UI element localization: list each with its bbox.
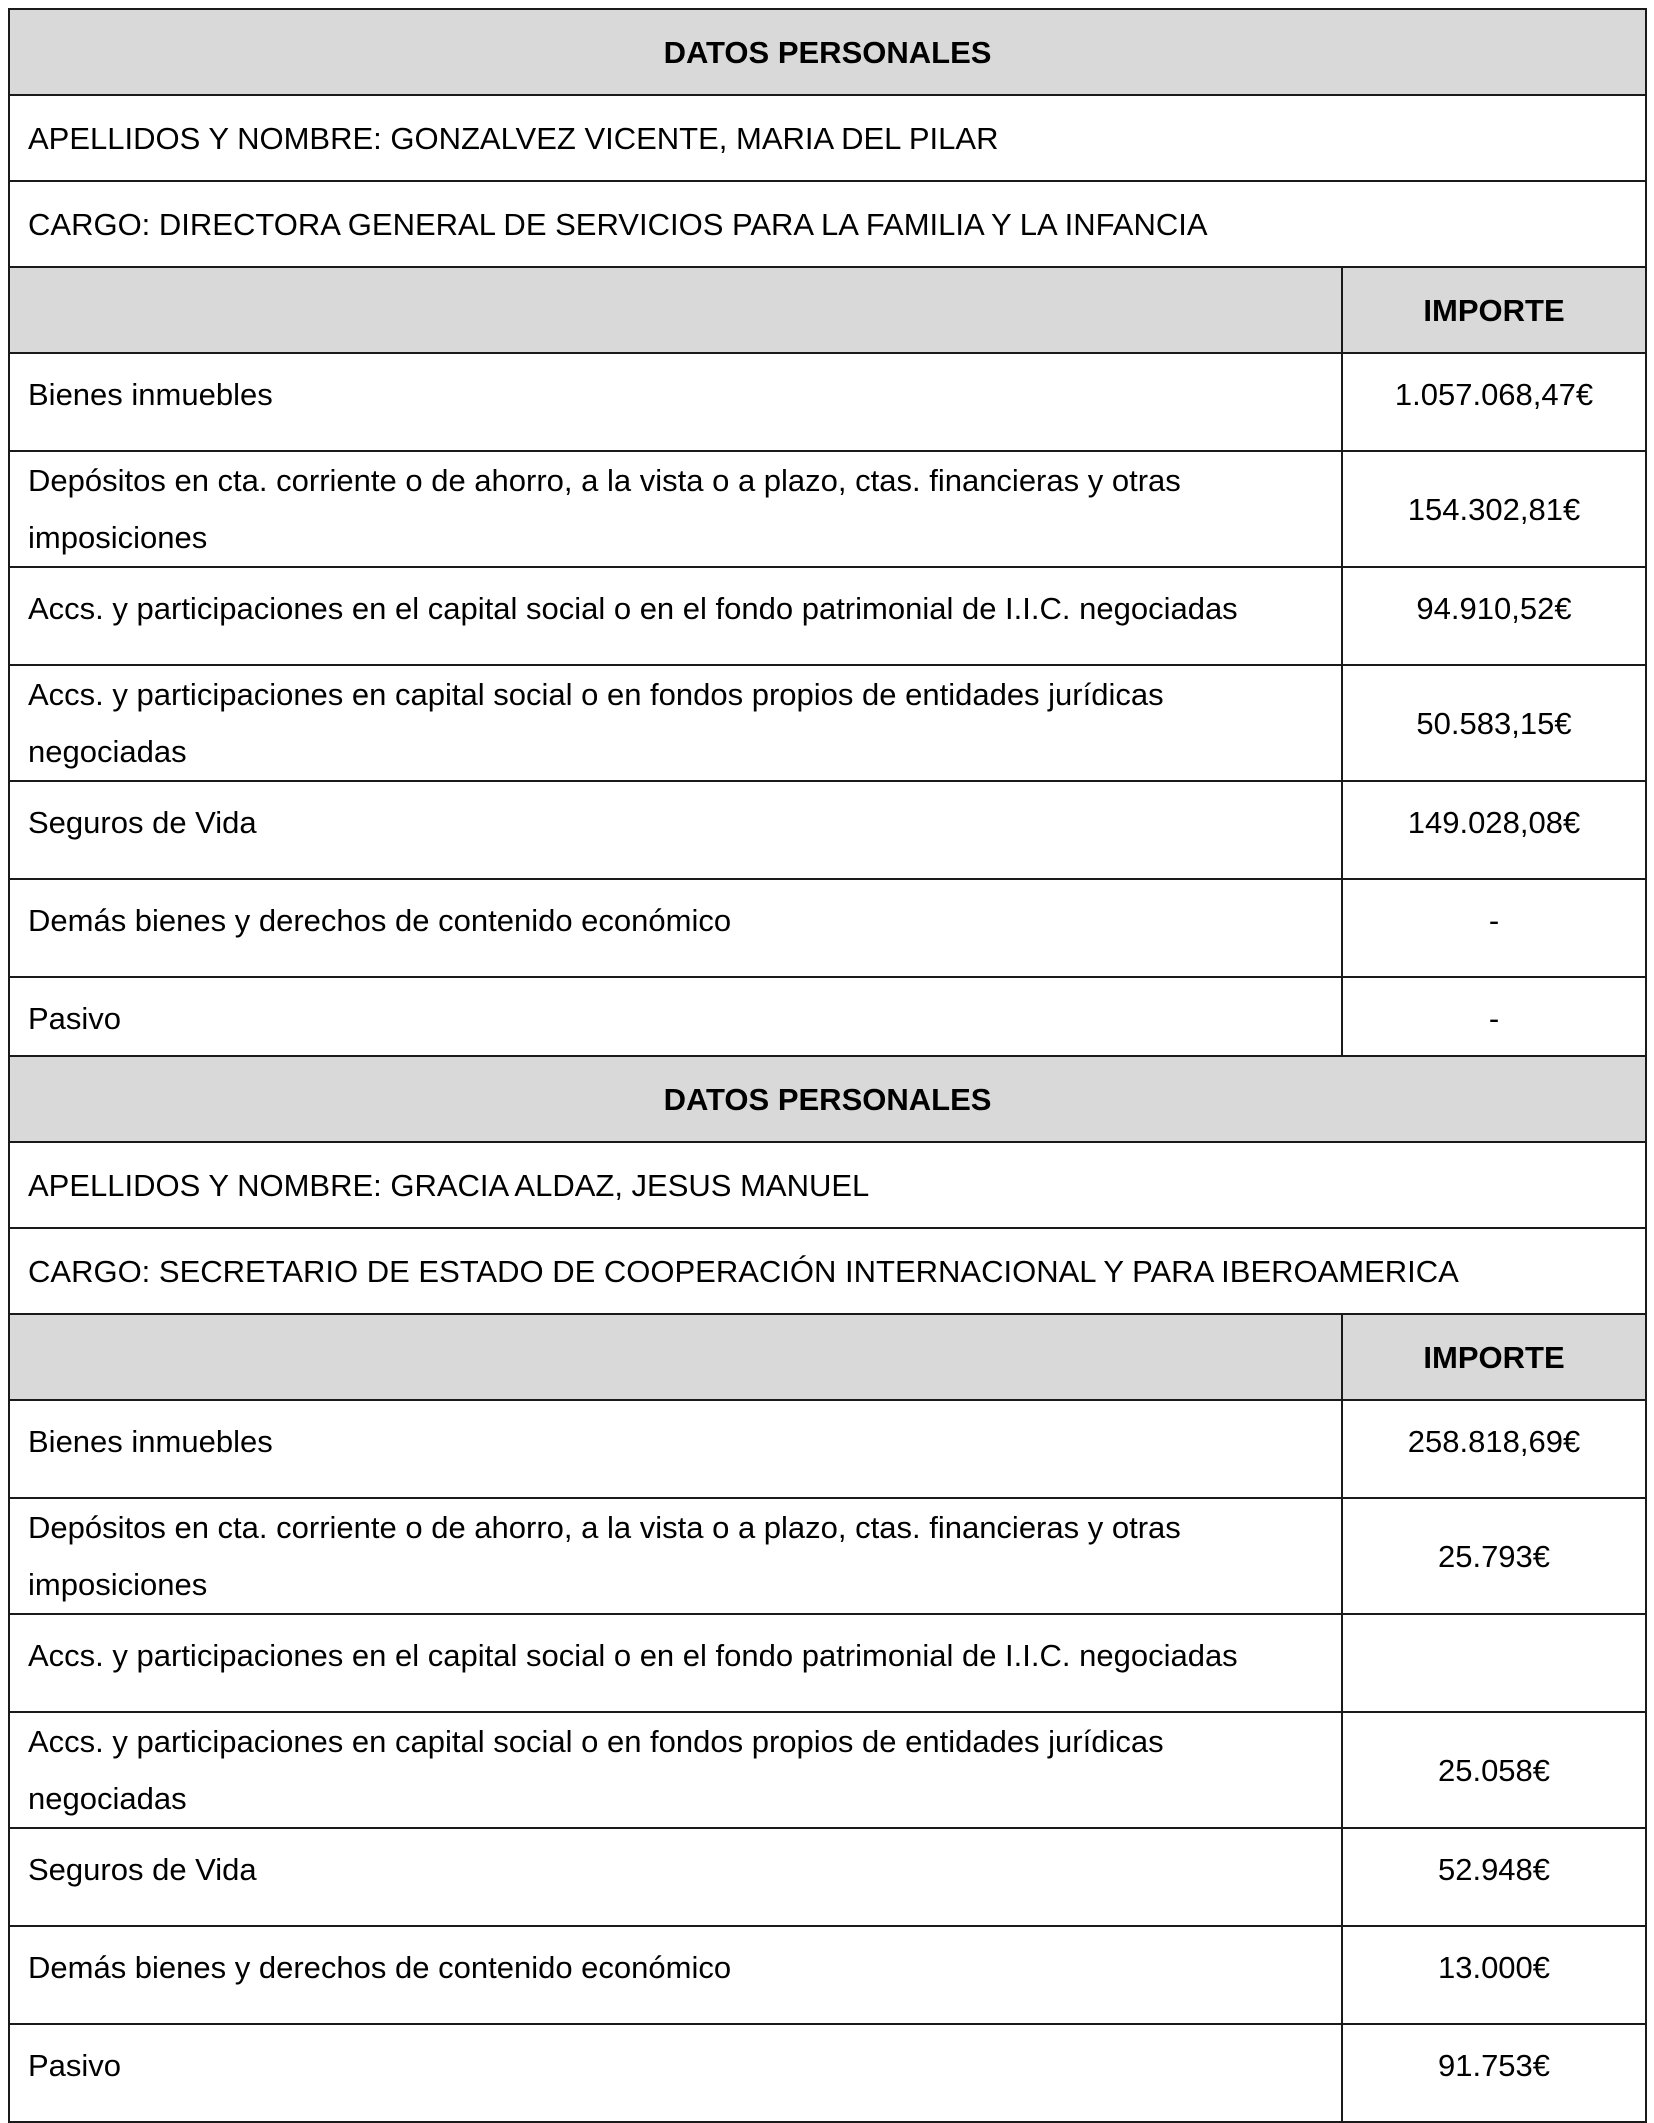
item-amount: 94.910,52€ bbox=[1342, 567, 1646, 665]
item-label: Bienes inmuebles bbox=[9, 353, 1342, 451]
table-row bbox=[9, 665, 1646, 781]
table-row bbox=[9, 1400, 1646, 1498]
table-row bbox=[9, 2024, 1646, 2122]
item-label: Depósitos en cta. corriente o de ahorro, a la vista o a plazo, ctas. financieras y otras imposiciones bbox=[9, 1498, 1342, 1614]
table-row bbox=[9, 567, 1646, 665]
header-row bbox=[9, 9, 1646, 95]
amount-column-header: IMPORTE bbox=[1342, 1314, 1646, 1400]
item-amount: 1.057.068,47€ bbox=[1342, 353, 1646, 451]
table-row bbox=[9, 451, 1646, 567]
item-amount: - bbox=[1342, 977, 1646, 1075]
item-label: Demás bienes y derechos de contenido económico bbox=[9, 879, 1342, 977]
cargo-row bbox=[9, 181, 1646, 267]
item-amount: 149.028,08€ bbox=[1342, 781, 1646, 879]
item-amount: 13.000€ bbox=[1342, 1926, 1646, 2024]
column-header-blank bbox=[9, 267, 1342, 353]
name-field: APELLIDOS Y NOMBRE: GRACIA ALDAZ, JESUS MANUEL bbox=[9, 1142, 1646, 1228]
item-amount: 258.818,69€ bbox=[1342, 1400, 1646, 1498]
table-row bbox=[9, 1828, 1646, 1926]
item-label: Accs. y participaciones en capital social o en fondos propios de entidades jurídicas negociadas bbox=[9, 665, 1342, 781]
column-header-blank bbox=[9, 1314, 1342, 1400]
item-label: Pasivo bbox=[9, 2024, 1342, 2122]
item-amount bbox=[1342, 1614, 1646, 1712]
table-row bbox=[9, 1712, 1646, 1828]
column-header-row bbox=[9, 1314, 1646, 1400]
table-row bbox=[9, 879, 1646, 977]
item-label: Depósitos en cta. corriente o de ahorro, a la vista o a plazo, ctas. financieras y otras imposiciones bbox=[9, 451, 1342, 567]
item-label: Bienes inmuebles bbox=[9, 1400, 1342, 1498]
table-row bbox=[9, 1498, 1646, 1614]
table-row bbox=[9, 1926, 1646, 2024]
item-label: Accs. y participaciones en el capital social o en el fondo patrimonial de I.I.C. negociadas bbox=[9, 1614, 1342, 1712]
name-row bbox=[9, 95, 1646, 181]
item-amount: 91.753€ bbox=[1342, 2024, 1646, 2122]
cargo-field: CARGO: SECRETARIO DE ESTADO DE COOPERACIÓN INTERNACIONAL Y PARA IBEROAMERICA bbox=[9, 1228, 1646, 1314]
item-amount: - bbox=[1342, 879, 1646, 977]
table-row bbox=[9, 353, 1646, 451]
item-amount: 50.583,15€ bbox=[1342, 665, 1646, 781]
cargo-field: CARGO: DIRECTORA GENERAL DE SERVICIOS PARA LA FAMILIA Y LA INFANCIA bbox=[9, 181, 1646, 267]
cargo-row bbox=[9, 1228, 1646, 1314]
name-row bbox=[9, 1142, 1646, 1228]
item-amount: 25.058€ bbox=[1342, 1712, 1646, 1828]
table-row bbox=[9, 1614, 1646, 1712]
section-header: DATOS PERSONALES bbox=[9, 1056, 1646, 1142]
declaration-table bbox=[8, 1055, 1647, 2123]
item-label: Seguros de Vida bbox=[9, 1828, 1342, 1926]
item-label: Seguros de Vida bbox=[9, 781, 1342, 879]
item-amount: 25.793€ bbox=[1342, 1498, 1646, 1614]
item-amount: 154.302,81€ bbox=[1342, 451, 1646, 567]
name-field: APELLIDOS Y NOMBRE: GONZALVEZ VICENTE, MARIA DEL PILAR bbox=[9, 95, 1646, 181]
item-amount: 52.948€ bbox=[1342, 1828, 1646, 1926]
section-header: DATOS PERSONALES bbox=[9, 9, 1646, 95]
table-row bbox=[9, 781, 1646, 879]
amount-column-header: IMPORTE bbox=[1342, 267, 1646, 353]
column-header-row bbox=[9, 267, 1646, 353]
item-label: Pasivo bbox=[9, 977, 1342, 1075]
item-label: Accs. y participaciones en capital social o en fondos propios de entidades jurídicas negociadas bbox=[9, 1712, 1342, 1828]
item-label: Accs. y participaciones en el capital social o en el fondo patrimonial de I.I.C. negociadas bbox=[9, 567, 1342, 665]
header-row bbox=[9, 1056, 1646, 1142]
declaration-table bbox=[8, 8, 1647, 1076]
item-label: Demás bienes y derechos de contenido económico bbox=[9, 1926, 1342, 2024]
